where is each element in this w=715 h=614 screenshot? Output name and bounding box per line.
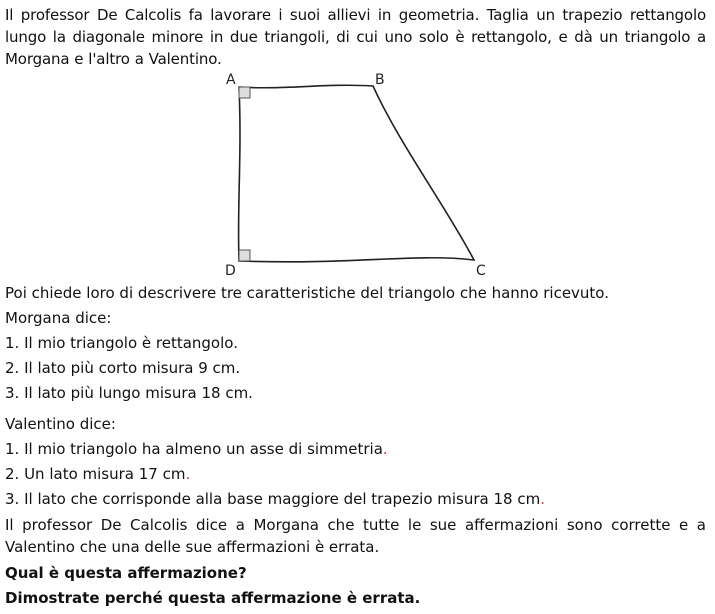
trapezoid-figure [215, 65, 495, 285]
valentino-statement-3: 3. Il lato che corrisponde alla base maggiore del trapezio misura 18 cm. [5, 490, 545, 508]
red-period: . [382, 440, 388, 458]
question-1: Qual è questa affermazione? [5, 564, 247, 582]
valentino-statement-1: 1. Il mio triangolo ha almeno un asse di simmetria. [5, 440, 388, 458]
morgana-statement-1: 1. Il mio triangolo è rettangolo. [5, 334, 238, 352]
right-angle-mark-a [239, 87, 250, 98]
vertex-label-a: A [226, 72, 236, 88]
morgana-statement-3: 3. Il lato più lungo misura 18 cm. [5, 384, 253, 402]
valentino-heading: Valentino dice: [5, 415, 116, 433]
question-line: Poi chiede loro di descrivere tre caratteristiche del triangolo che hanno ricevuto. [5, 284, 609, 302]
question-2: Dimostrate perché questa affermazione è errata. [5, 589, 421, 607]
valentino-statement-2: 2. Un lato misura 17 cm. [5, 465, 191, 483]
trapezoid-outline [239, 85, 474, 262]
vertex-label-b: B [375, 72, 385, 88]
right-angle-mark-d [239, 250, 250, 261]
morgana-heading: Morgana dice: [5, 309, 112, 327]
intro-paragraph: Il professor De Calcolis fa lavorare i suoi allievi in geometria. Taglia un trapezio rettangolo lungo la diagonale minore in due triangoli, di cui uno solo è rettangolo, e dà un triangolo a Morgana e l'altro a Valentino. [5, 6, 706, 68]
vertex-label-c: C [476, 263, 486, 279]
red-period: . [540, 490, 545, 508]
vertex-label-d: D [225, 263, 236, 279]
morgana-statement-2: 2. Il lato più corto misura 9 cm. [5, 359, 241, 377]
red-period: . [185, 465, 191, 483]
conclusion-paragraph: Il professor De Calcolis dice a Morgana che tutte le sue affermazioni sono corrette e a Valentino che una delle sue affermazioni è errata. [5, 516, 706, 556]
